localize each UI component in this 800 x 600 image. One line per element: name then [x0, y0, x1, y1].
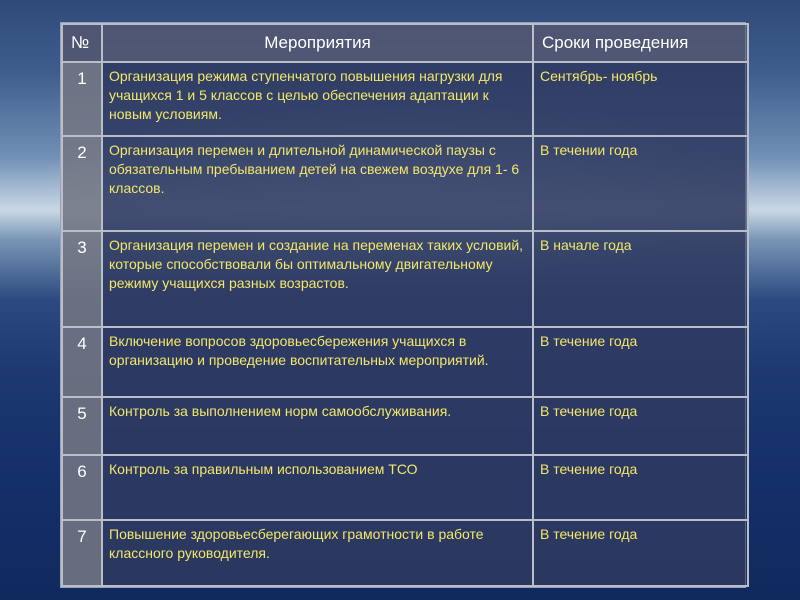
table-row — [62, 397, 748, 455]
table-row — [62, 455, 748, 519]
row-event: Включение вопросов здоровьесбережения учащихся в организацию и проведение воспитательных мероприятий. — [102, 327, 533, 397]
row-number: 1 — [62, 62, 102, 136]
table-row — [62, 327, 748, 397]
row-number: 4 — [62, 327, 102, 397]
table-row — [62, 231, 748, 327]
row-event: Организация режима ступенчатого повышения нагрузки для учащихся 1 и 5 классов с целью обеспечения адаптации к новым условиям. — [102, 62, 533, 136]
header-events: Мероприятия — [102, 24, 533, 62]
row-dates: В течение года — [533, 327, 748, 397]
row-number: 7 — [62, 520, 102, 586]
row-event: Организация перемен и создание на переменах таких условий, которые способствовали бы оптимальному двигательному режиму учащихся разных возрастов. — [102, 231, 533, 327]
row-event: Повышение здоровьесберегающих грамотности в работе классного руководителя. — [102, 520, 533, 586]
table-row — [62, 62, 748, 136]
table-row — [62, 520, 748, 586]
events-table-container — [60, 22, 746, 588]
row-dates: В течении года — [533, 136, 748, 230]
row-dates: В течение года — [533, 455, 748, 519]
table-header-row — [62, 24, 748, 62]
row-number: 6 — [62, 455, 102, 519]
events-table — [61, 23, 749, 587]
row-number: 3 — [62, 231, 102, 327]
row-dates: В течение года — [533, 397, 748, 455]
header-number: № — [62, 24, 102, 62]
row-number: 5 — [62, 397, 102, 455]
row-event: Контроль за выполнением норм самообслуживания. — [102, 397, 533, 455]
header-dates: Сроки проведения — [533, 24, 748, 62]
row-dates: В течение года — [533, 520, 748, 586]
row-event: Организация перемен и длительной динамической паузы с обязательным пребыванием детей на свежем воздухе для 1- 6 классов. — [102, 136, 533, 230]
table-row — [62, 136, 748, 230]
row-event: Контроль за правильным использованием ТСО — [102, 455, 533, 519]
row-dates: Сентябрь- ноябрь — [533, 62, 748, 136]
row-dates: В начале года — [533, 231, 748, 327]
row-number: 2 — [62, 136, 102, 230]
